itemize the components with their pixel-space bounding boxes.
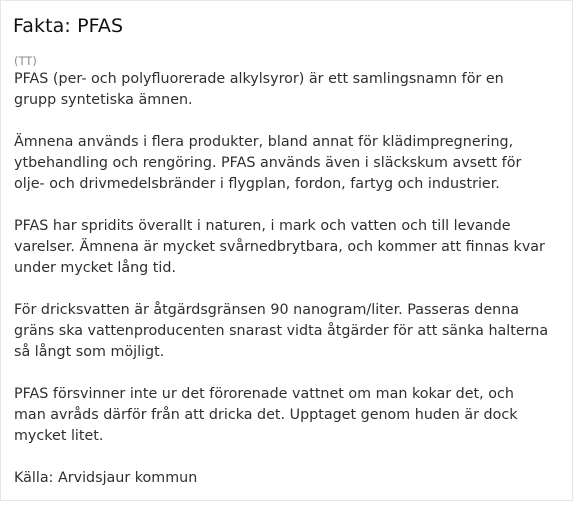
text-line: PFAS försvinner inte ur det förorenade vattnet om man kokar det, och	[14, 386, 514, 402]
text-line: PFAS har spridits överallt i naturen, i mark och vatten och till levande	[14, 218, 511, 234]
source-line: Källa: Arvidsjaur kommun	[14, 470, 198, 486]
text-line: gräns ska vattenproducenten snarast vidta åtgärder för att sänka halterna	[14, 323, 549, 339]
text-line: olje- och drivmedelsbränder i flygplan, fordon, fartyg och industrier.	[14, 176, 500, 192]
text-line: man avråds därför från att dricka det. Upptaget genom huden är dock	[14, 407, 518, 423]
text-line: PFAS (per- och polyfluorerade alkylsyror) är ett samlingsnamn för en	[14, 71, 504, 87]
paragraph-source	[14, 468, 566, 489]
paragraph-definition	[14, 69, 566, 111]
paragraph-spread	[14, 216, 566, 279]
paragraph-boiling	[14, 384, 566, 447]
text-line: Ämnena används i flera produkter, bland annat för klädimpregnering,	[14, 134, 514, 150]
text-line: grupp syntetiska ämnen.	[14, 92, 193, 108]
text-line: mycket litet.	[14, 428, 104, 444]
text-line: För dricksvatten är åtgärdsgränsen 90 nanogram/liter. Passeras denna	[14, 302, 520, 318]
text-line: varelser. Ämnena är mycket svårnedbrytbara, och kommer att finnas kvar	[14, 239, 545, 255]
text-line: ytbehandling och rengöring. PFAS används även i släckskum avsett för	[14, 155, 522, 171]
paragraph-drinking-water	[14, 300, 566, 363]
text-line: under mycket lång tid.	[14, 260, 176, 276]
text-line: så långt som möjligt.	[14, 344, 165, 360]
paragraph-usage	[14, 132, 566, 195]
fact-box-title: Fakta: PFAS	[13, 15, 124, 37]
source-tag: (TT)	[14, 54, 37, 68]
fact-box-body	[14, 69, 566, 510]
